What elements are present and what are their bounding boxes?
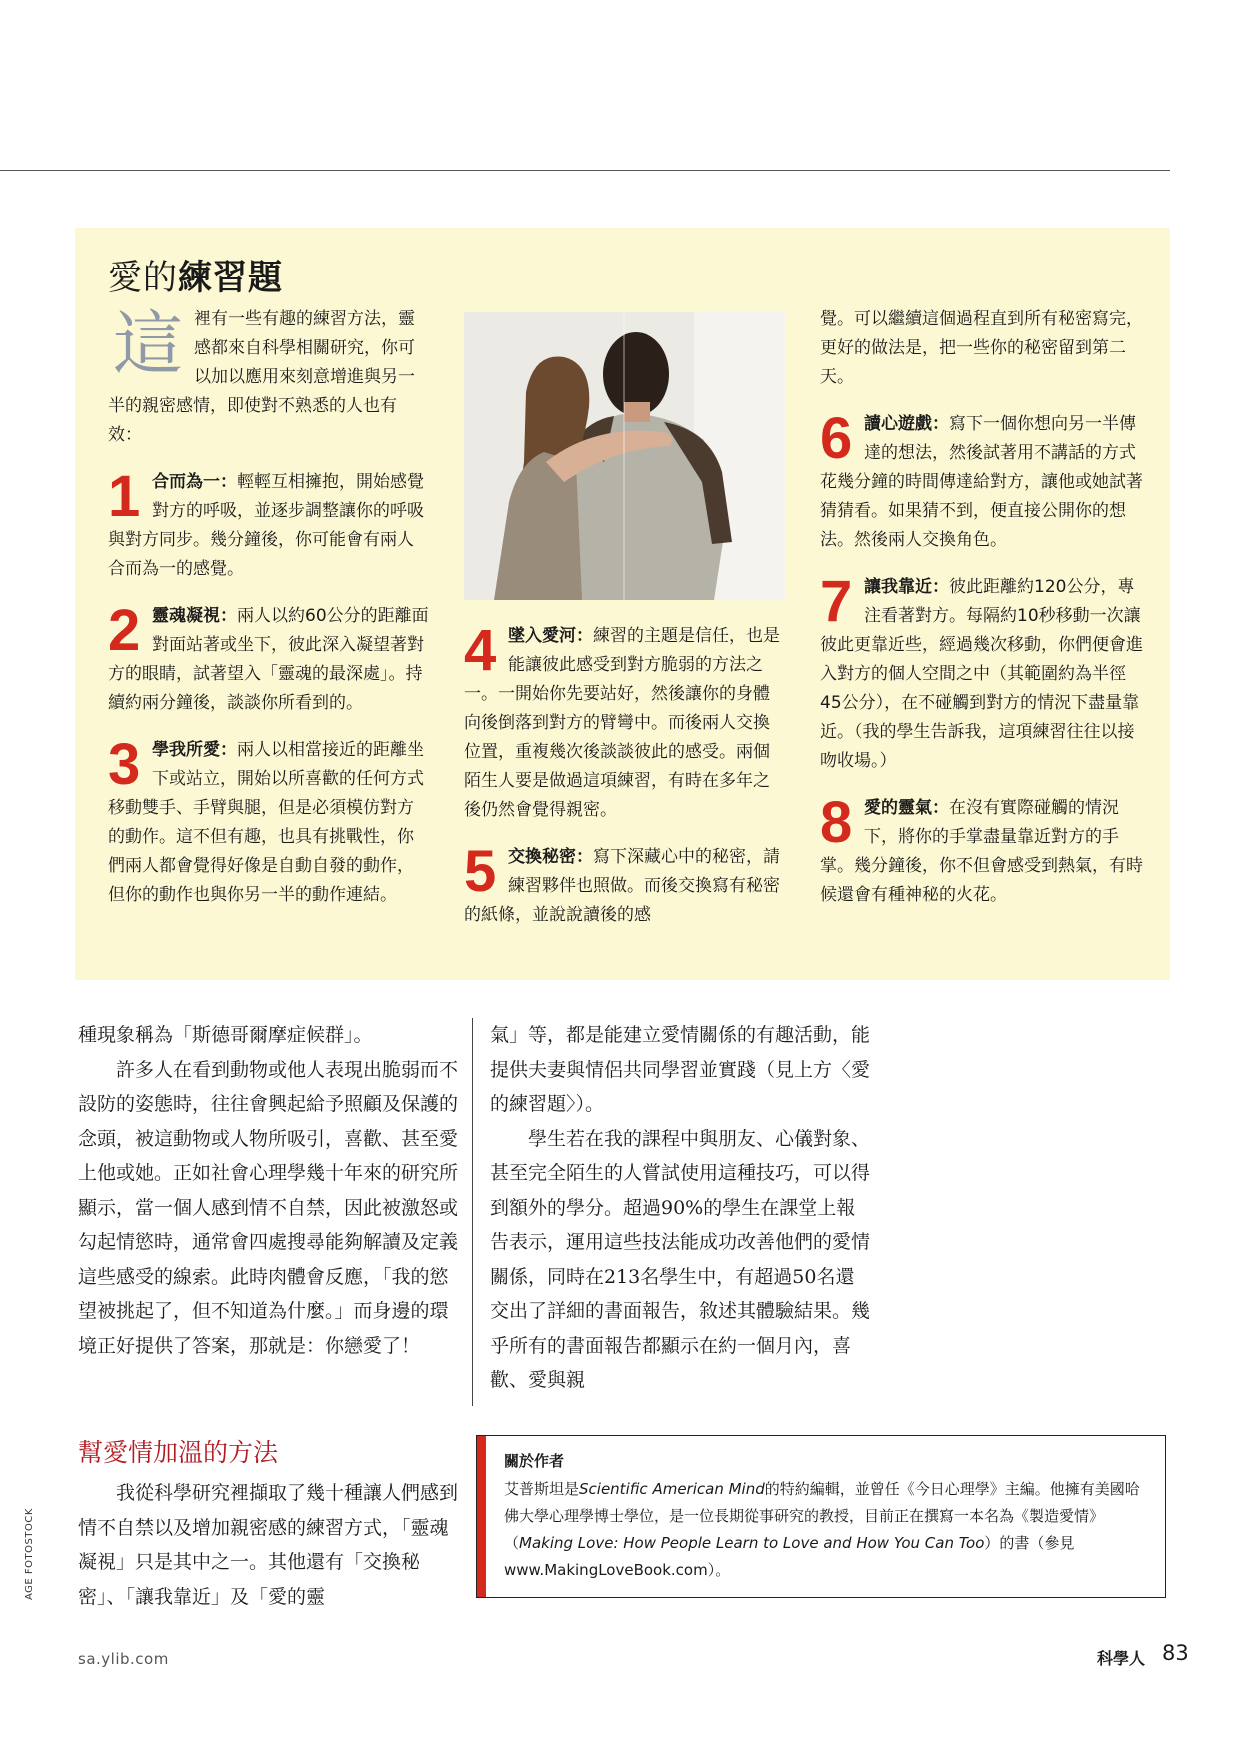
- section-body: [78, 1476, 458, 1614]
- sidebar-col-right: [820, 305, 1144, 928]
- author-box: [476, 1435, 1166, 1598]
- dropcap: 這: [113, 303, 183, 385]
- author-text: 艾普斯坦是: [504, 1480, 580, 1498]
- item-number: 3: [108, 732, 141, 797]
- couple-illustration: [464, 312, 785, 600]
- author-text: ）的書（參見www.MakingLoveBook.com）。: [504, 1534, 1075, 1579]
- item-text: 寫下深藏心中的秘密，請練習夥伴也照做。而後交換寫有秘密的紙條，並說說讀後的感: [464, 847, 780, 925]
- intro-paragraph: [108, 305, 430, 450]
- body-paragraph: 學生若在我的課程中與朋友、心儀對象、甚至完全陌生的人嘗試使用這種技巧，可以得到額外的學分。超過90%的學生在課堂上報告表示，運用這些技法能成功改善他們的愛情關係，同時在213名學生中，有超過50名還交出了詳細的書面報告，敘述其體驗結果。幾乎所有的書面報告都顯示在約一個月內，喜歡、愛與親: [490, 1127, 871, 1391]
- exercise-item-6: [820, 406, 1144, 555]
- item-lead: 讀心遊戲：: [864, 414, 949, 434]
- body-col-left: [78, 1018, 458, 1363]
- item-lead: 愛的靈氣：: [864, 798, 949, 818]
- page-number: 83: [1162, 1641, 1189, 1665]
- body-paragraph: 種現象稱為「斯德哥爾摩症候群」。: [78, 1024, 373, 1046]
- item-lead: 墜入愛河：: [508, 626, 593, 646]
- item-number: 4: [464, 618, 497, 683]
- author-bio: [504, 1476, 1154, 1584]
- item-lead: 交換秘密：: [508, 847, 593, 867]
- exercise-item-5: [464, 839, 786, 930]
- body-paragraph: 我從科學研究裡擷取了幾十種讓人們感到情不自禁以及增加親密感的練習方式，「靈魂凝視」只是其中之一。其他還有「交換秘密」、「讓我靠近」及「愛的靈: [78, 1482, 459, 1608]
- sidebar-col-left: [108, 305, 430, 928]
- intro-text: 裡有一些有趣的練習方法，靈感都來自科學相關研究，你可以加以應用來刻意增進與另一半的親密感情，即使對不熟悉的人也有效：: [108, 309, 415, 445]
- exercise-item-1: [108, 464, 430, 584]
- sidebar-col-middle: [464, 618, 786, 948]
- author-book-title: Making Love: How People Learn to Love and How You Can Too: [519, 1534, 985, 1552]
- top-rule: [0, 170, 1170, 171]
- item-text: 兩人以相當接近的距離坐下或站立，開始以所喜歡的任何方式移動雙手、手臂與腿，但是必須模仿對方的動作。這不但有趣，也具有挑戰性，你們兩人都會覺得好像是自動自發的動作，但你的動作也與你另一半的動作連結。: [108, 740, 424, 905]
- item-lead: 合而為一：: [152, 472, 237, 492]
- item-text: 寫下一個你想向另一半傳達的想法，然後試著用不講話的方式花幾分鐘的時間傳達給對方，讓他或她試著猜猜看。如果猜不到，便直接公開你的想法。然後兩人交換角色。: [820, 414, 1143, 550]
- item-lead: 學我所愛：: [152, 740, 237, 760]
- item-number: 6: [820, 406, 853, 471]
- item-number: 8: [820, 790, 853, 855]
- section-heading: 幫愛情加溫的方法: [78, 1438, 279, 1467]
- exercise-item-5-continued: 覺。可以繼續這個過程直到所有秘密寫完，更好的做法是，把一些你的秘密留到第二天。: [820, 309, 1143, 387]
- sidebar-title: [108, 250, 283, 299]
- exercise-item-7: [820, 569, 1144, 776]
- item-number: 2: [108, 598, 141, 663]
- item-number: 1: [108, 464, 141, 529]
- sidebar-title-bold: 練習題: [178, 258, 283, 298]
- author-publication: Scientific American Mind: [579, 1480, 765, 1498]
- item-text: 兩人以約60公分的距離面對面站著或坐下，彼此深入凝望著對方的眼睛，試著望入「靈魂的最深處」。持續約兩分鐘後，談談你所看到的。: [108, 606, 429, 713]
- sidebar-title-normal: 愛的: [108, 258, 178, 298]
- item-number: 7: [820, 569, 853, 634]
- exercise-item-2: [108, 598, 430, 718]
- footer-url: sa.ylib.com: [78, 1650, 169, 1668]
- item-lead: 讓我靠近：: [864, 577, 949, 597]
- item-text: 彼此距離約120公分，專注看著對方。每隔約10秒移動一次讓彼此更靠近些，經過幾次移動，你們便會進入對方的個人空間之中（其範圍約為半徑45公分），在不碰觸到對方的情況下盡量靠近。（我的學生告訴我，這項練習往往以接吻收場。）: [820, 577, 1143, 771]
- couple-photo: [464, 312, 785, 600]
- body-paragraph: 許多人在看到動物或他人表現出脆弱而不設防的姿態時，往往會興起給予照顧及保護的念頭，被這動物或人物所吸引，喜歡、甚至愛上他或她。正如社會心理學幾十年來的研究所顯示，當一個人感到情不自禁，因此被激怒或勾起情慾時，通常會四處搜尋能夠解讀及定義這些感受的線索。此時肉體會反應，「我的慾望被挑起了，但不知道為什麼。」而身邊的環境正好提供了答案，那就是：你戀愛了！: [78, 1058, 459, 1357]
- author-accent-bar: [477, 1436, 486, 1597]
- body-col-right: [490, 1018, 870, 1398]
- column-divider: [472, 1018, 473, 1406]
- author-text: 的特約編輯，並曾任《今日心理學》主編。他擁有美國哈佛大學心理學博士學位，是一位長期從事研究的教授，目前正在撰寫一本名為《製造愛情》（: [504, 1480, 1140, 1552]
- photo-credit: AGE FOTOSTOCK: [24, 1508, 35, 1600]
- item-number: 5: [464, 839, 497, 904]
- exercise-item-4: [464, 618, 786, 825]
- body-paragraph: 氣」等，都是能建立愛情關係的有趣活動，能提供夫妻與情侶共同學習並實踐（見上方〈愛的練習題〉）。: [490, 1024, 871, 1115]
- exercise-item-8: [820, 790, 1144, 910]
- author-title: 關於作者: [504, 1452, 565, 1470]
- item-text: 在沒有實際碰觸的情況下，將你的手掌盡量靠近對方的手掌。幾分鐘後，你不但會感受到熱氣，有時候還會有種神秘的火花。: [820, 798, 1143, 905]
- exercise-item-3: [108, 732, 430, 910]
- item-text: 輕輕互相擁抱，開始感覺對方的呼吸，並逐步調整讓你的呼吸與對方同步。幾分鐘後，你可能會有兩人合而為一的感覺。: [108, 472, 424, 579]
- item-text: 練習的主題是信任，也是能讓彼此感受到對方脆弱的方法之一。一開始你先要站好，然後讓你的身體向後倒落到對方的臂彎中。而後兩人交換位置，重複幾次後談談彼此的感受。兩個陌生人要是做過這項練習，有時在多年之後仍然會覺得親密。: [464, 626, 780, 820]
- item-lead: 靈魂凝視：: [152, 606, 237, 626]
- footer-magazine: 科學人: [1097, 1649, 1146, 1668]
